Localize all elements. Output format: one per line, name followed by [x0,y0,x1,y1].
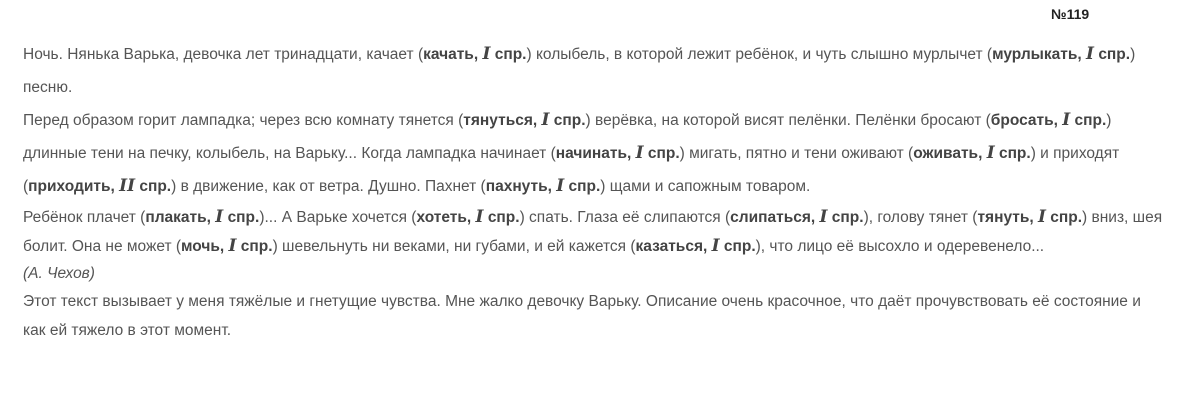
hint-abbreviation: спр. [723,238,756,255]
conjugation-hint [991,112,1070,129]
hint-abbreviation: спр. [139,178,172,195]
hint-conjugation-numeral: I [986,143,995,163]
hint-abbreviation: спр. [647,145,680,162]
conjugation-hint [636,238,756,255]
conjugation-hint [977,209,1082,226]
hint-conjugation-numeral: I [228,236,237,256]
text-run: Перед образом горит лампадка; через всю комнату тянется ( [23,112,464,129]
hint-verb: хотеть, [416,209,472,226]
hint-verb: мурлыкать, [992,46,1082,63]
hint-conjugation-numeral: I [711,236,720,256]
conjugation-hint [145,209,259,226]
conjugation-hint [181,238,273,255]
text-run: ) длинные тени на печку, колыбель, на Варьку... Когда лампадка начинает ( [23,112,1112,162]
conjugation-hint [730,209,863,226]
paragraph-2 [23,104,1163,203]
text-run: ) вниз, шея болит. Она не может ( [23,209,1163,255]
text-run: ) колыбель, в которой лежит ребёнок, и чуть слышно мурлычет ( [526,46,993,63]
paragraph-1 [23,38,1163,104]
paragraph-3 [23,203,1163,261]
hint-abbreviation: спр. [494,46,527,63]
hint-conjugation-numeral: I [1086,44,1094,64]
hint-verb: бросать, [990,112,1058,129]
hint-abbreviation: спр. [568,178,601,195]
conjugation-hint [1098,46,1130,63]
conjugation-hint [1075,112,1107,129]
hint-verb: тянуться, [463,112,538,129]
hint-conjugation-numeral: II [119,176,136,196]
hint-conjugation-numeral: I [482,44,491,64]
hint-abbreviation: спр. [1098,46,1131,63]
hint-conjugation-numeral: I [556,176,565,196]
text-run: ) шевельнуть ни веками, ни губами, и ей кажется ( [272,238,636,255]
hint-abbreviation: спр. [1050,209,1083,226]
text-run: ) спать. Глаза её слипаются ( [519,209,731,226]
hint-abbreviation: спр. [240,238,273,255]
hint-verb: оживать, [913,145,983,162]
hint-verb: плакать, [145,209,211,226]
hint-conjugation-numeral: I [215,207,224,227]
task-number: №119 [1051,6,1090,22]
hint-verb: приходить, [28,178,115,195]
hint-abbreviation: спр. [998,145,1031,162]
hint-verb: тянуть, [977,209,1034,226]
author-attribution: (А. Чехов) [23,265,95,282]
hint-verb: мочь, [181,238,225,255]
conjugation-hint [416,209,519,226]
conjugation-hint [486,178,601,195]
hint-verb: качать, [423,46,479,63]
hint-abbreviation: спр. [227,209,260,226]
text-run: )... А Варьке хочется ( [259,209,417,226]
conjugation-hint [913,145,1031,162]
text-run: ) песню. [23,46,1136,96]
hint-conjugation-numeral: I [635,143,644,163]
document-body [23,38,1163,345]
conjugation-hint [992,46,1094,63]
hint-verb: пахнуть, [485,178,552,195]
hint-conjugation-numeral: I [1062,110,1071,130]
conclusion-text: Этот текст вызывает у меня тяжёлые и гнетущие чувства. Мне жалко девочку Варьку. Описание очень красочное, что даёт прочувствовать её состояние и как ей тяжело в этот момент. [23,293,1141,339]
hint-conjugation-numeral: I [819,207,828,227]
text-run: ), что лицо её высохло и одеревенело... [755,238,1045,255]
hint-conjugation-numeral: I [475,207,484,227]
hint-conjugation-numeral: I [1038,207,1046,227]
text-run: Ночь. Нянька Варька, девочка лет тринадцати, качает ( [23,46,424,63]
conjugation-hint [463,112,585,129]
hint-verb: начинать, [555,145,632,162]
text-run: Ребёнок плачет ( [23,209,146,226]
conjugation-hint [28,178,171,195]
hint-verb: слипаться, [730,209,816,226]
text-run: ), голову тянет ( [863,209,978,226]
text-run: ) щами и сапожным товаром. [600,178,811,195]
text-run: ) мигать, пятно и тени оживают ( [679,145,914,162]
conjugation-hint [556,145,680,162]
text-run: ) в движение, как от ветра. Душно. Пахнет ( [171,178,486,195]
text-run: ) верёвка, на которой висят пелёнки. Пелёнки бросают ( [585,112,991,129]
text-run: ) и приходят ( [23,145,1120,195]
hint-abbreviation: спр. [553,112,586,129]
hint-abbreviation: спр. [487,209,520,226]
hint-abbreviation: спр. [831,209,864,226]
conjugation-hint [423,46,526,63]
hint-verb: казаться, [635,238,708,255]
hint-conjugation-numeral: I [541,110,550,130]
hint-abbreviation: спр. [1074,112,1107,129]
